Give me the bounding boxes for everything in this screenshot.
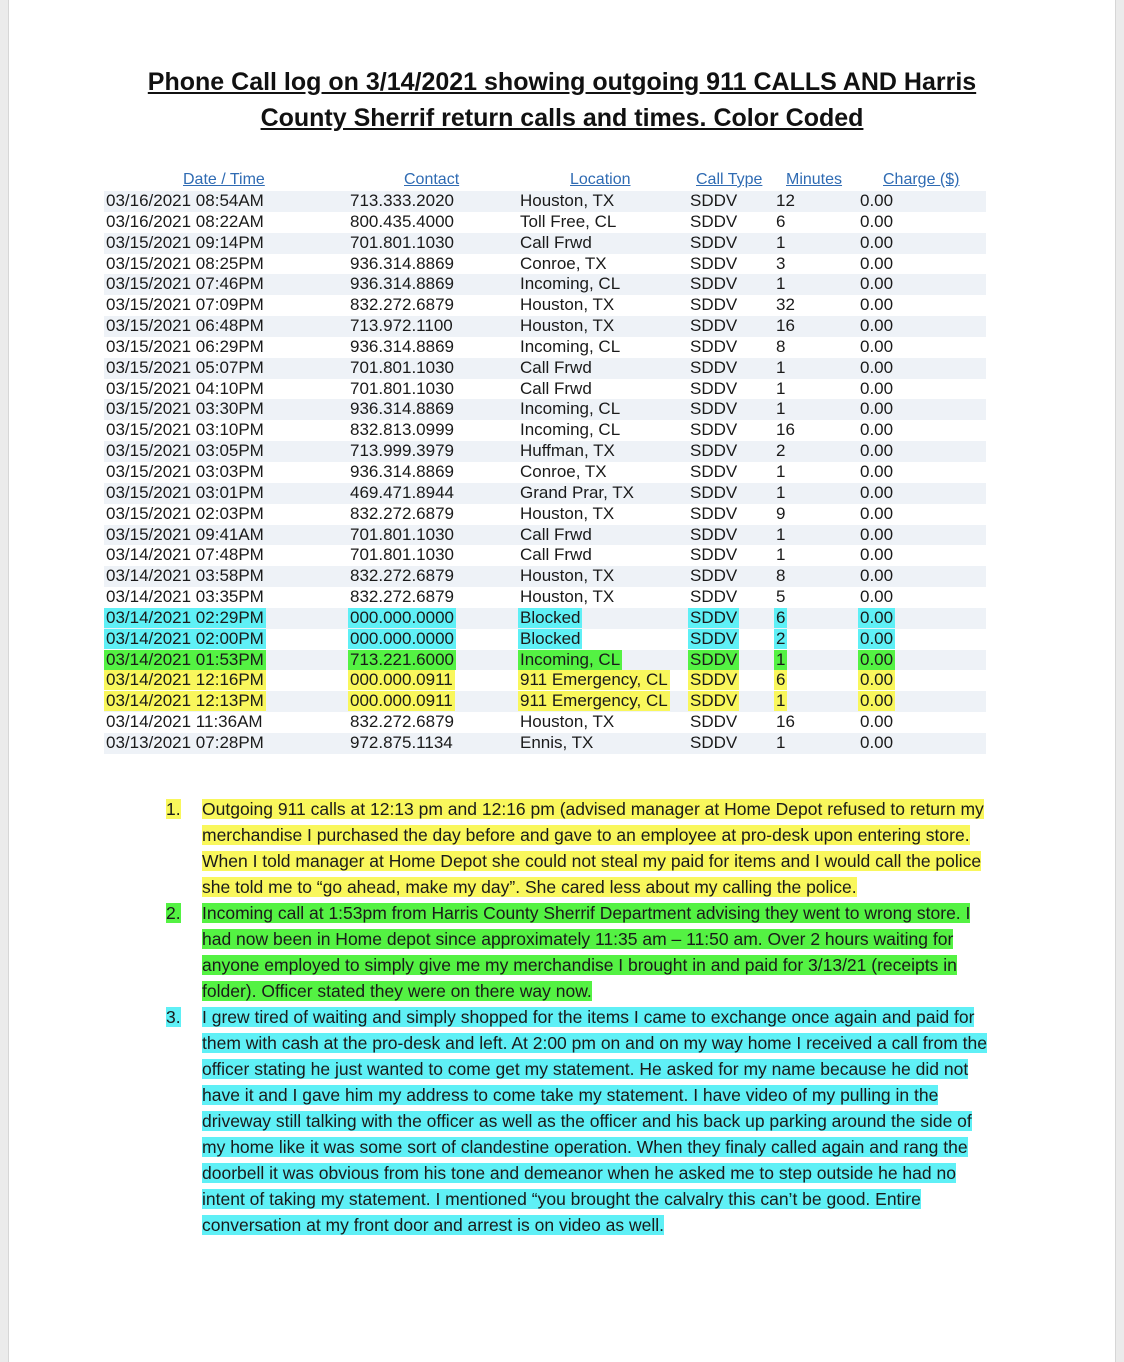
- cell-location: Incoming, CL: [520, 274, 621, 294]
- cell-date: 03/15/2021 07:46PM: [106, 274, 264, 294]
- cell-date: 03/15/2021 08:25PM: [106, 253, 264, 273]
- cell-charge: 0.00: [860, 628, 894, 648]
- cell-call-type: SDDV: [690, 607, 738, 627]
- cell-minutes: 16: [776, 712, 795, 732]
- cell-charge: 0.00: [860, 378, 894, 398]
- cell-charge: 0.00: [860, 420, 894, 440]
- cell-charge: 0.00: [860, 691, 894, 711]
- cell-charge: 0.00: [860, 649, 894, 669]
- table-row: [104, 295, 986, 316]
- table-row: [104, 712, 986, 733]
- cell-call-type: SDDV: [690, 441, 738, 461]
- table-row: [104, 670, 986, 691]
- cell-date: 03/15/2021 04:10PM: [106, 378, 264, 398]
- cell-location: Call Frwd: [520, 232, 592, 252]
- title-line-1: Phone Call log on 3/14/2021 showing outgoing 911 CALLS AND Harris: [147, 68, 977, 96]
- cell-call-type: SDDV: [690, 628, 738, 648]
- cell-charge: 0.00: [860, 607, 894, 627]
- cell-call-type: SDDV: [690, 545, 738, 565]
- cell-date: 03/14/2021 12:13PM: [106, 691, 264, 711]
- cell-charge: 0.00: [860, 670, 894, 690]
- cell-location: Blocked: [520, 628, 581, 648]
- cell-date: 03/14/2021 12:16PM: [106, 670, 264, 690]
- cell-minutes: 1: [776, 545, 786, 565]
- note-item: [166, 1004, 996, 1238]
- cell-minutes: 1: [776, 524, 786, 544]
- cell-minutes: 2: [776, 441, 786, 461]
- cell-location: Call Frwd: [520, 545, 592, 565]
- cell-minutes: 12: [776, 191, 795, 210]
- cell-call-type: SDDV: [690, 253, 738, 273]
- table-row: [104, 316, 986, 337]
- cell-location: Toll Free, CL: [520, 211, 617, 231]
- cell-location: Call Frwd: [520, 378, 592, 398]
- cell-location: 911 Emergency, CL: [520, 670, 668, 690]
- cell-date: 03/15/2021 03:30PM: [106, 399, 264, 419]
- cell-call-type: SDDV: [690, 357, 738, 377]
- notes-list: [166, 796, 996, 1238]
- note-text: I grew tired of waiting and simply shopped for the items I came to exchange once again and paid for them with cash at the pro-desk and left. At 2:00 pm on and on my way home I received a call from the officer stating he just wanted to come get my statement. He asked for my name because he did not have it and I gave him my address to come take my statement. I have video of my pulling in the driveway still talking with the officer as well as the officer and his back up parking around the side of my home like it was some sort of clandestine operation. When they finaly called again and rang the doorbell it was obvious from his tone and demeanor when he asked me to step outside he had no intent of taking my statement. I mentioned “you brought the calvalry this can’t be good. Entire conversation at my front door and arrest is on video as well.: [202, 1007, 987, 1235]
- table-row: [104, 254, 986, 275]
- cell-location: Huffman, TX: [520, 441, 615, 461]
- cell-location: Grand Prar, TX: [520, 482, 635, 502]
- cell-minutes: 2: [776, 628, 786, 648]
- cell-location: Houston, TX: [520, 316, 615, 336]
- cell-date: 03/14/2021 03:58PM: [106, 566, 264, 586]
- cell-contact: 936.314.8869: [350, 253, 454, 273]
- cell-contact: 936.314.8869: [350, 336, 454, 356]
- table-row: [104, 566, 986, 587]
- cell-date: 03/14/2021 02:00PM: [106, 628, 264, 648]
- cell-charge: 0.00: [860, 336, 894, 356]
- table-row: [104, 212, 986, 233]
- cell-charge: 0.00: [860, 712, 894, 732]
- cell-minutes: 32: [776, 295, 795, 315]
- table-row: [104, 399, 986, 420]
- cell-location: Call Frwd: [520, 524, 592, 544]
- cell-contact: 713.333.2020: [350, 191, 454, 210]
- cell-contact: 936.314.8869: [350, 274, 454, 294]
- cell-charge: 0.00: [860, 732, 894, 752]
- cell-contact: 936.314.8869: [350, 461, 454, 481]
- cell-charge: 0.00: [860, 503, 894, 523]
- cell-location: Conroe, TX: [520, 461, 607, 481]
- cell-date: 03/15/2021 06:48PM: [106, 316, 264, 336]
- cell-date: 03/15/2021 03:05PM: [106, 441, 264, 461]
- cell-contact: 800.435.4000: [350, 211, 454, 231]
- cell-charge: 0.00: [860, 441, 894, 461]
- cell-minutes: 1: [776, 691, 786, 711]
- cell-call-type: SDDV: [690, 378, 738, 398]
- cell-minutes: 1: [776, 461, 786, 481]
- table-row: [104, 441, 986, 462]
- cell-date: 03/15/2021 03:10PM: [106, 420, 264, 440]
- cell-contact: 000.000.0000: [350, 628, 454, 648]
- cell-location: Incoming, CL: [520, 336, 621, 356]
- cell-charge: 0.00: [860, 274, 894, 294]
- cell-contact: 000.000.0911: [350, 670, 453, 690]
- note-item: [166, 900, 996, 1004]
- cell-minutes: 5: [776, 587, 786, 607]
- table-row: [104, 525, 986, 546]
- cell-location: Blocked: [520, 607, 581, 627]
- cell-contact: 701.801.1030: [350, 232, 454, 252]
- note-item: [166, 796, 996, 900]
- cell-location: Houston, TX: [520, 295, 615, 315]
- cell-contact: 832.272.6879: [350, 295, 454, 315]
- cell-date: 03/15/2021 09:41AM: [106, 524, 264, 544]
- cell-location: Ennis, TX: [520, 732, 594, 752]
- cell-minutes: 16: [776, 420, 795, 440]
- cell-date: 03/14/2021 03:35PM: [106, 587, 264, 607]
- cell-minutes: 1: [776, 732, 786, 752]
- cell-charge: 0.00: [860, 524, 894, 544]
- cell-minutes: 6: [776, 670, 786, 690]
- note-text: Incoming call at 1:53pm from Harris County Sherrif Department advising they went to wrong store. I had now been in Home depot since approximately 11:35 am – 11:50 am. Over 2 hours waiting for anyone employed to simply give me my merchandise I brought in and paid for 3/13/21 (receipts in folder). Officer stated they were on there way now.: [202, 903, 971, 1001]
- table-row: [104, 379, 986, 400]
- cell-charge: 0.00: [860, 232, 894, 252]
- cell-call-type: SDDV: [690, 691, 738, 711]
- table-row: [104, 629, 986, 650]
- cell-call-type: SDDV: [690, 211, 738, 231]
- header-location: Location: [570, 171, 631, 188]
- table-header: [104, 170, 986, 191]
- cell-charge: 0.00: [860, 191, 894, 210]
- cell-contact: 832.813.0999: [350, 420, 454, 440]
- cell-call-type: SDDV: [690, 399, 738, 419]
- table-row: [104, 358, 986, 379]
- cell-contact: 832.272.6879: [350, 712, 454, 732]
- cell-minutes: 8: [776, 336, 786, 356]
- cell-minutes: 6: [776, 211, 786, 231]
- cell-minutes: 1: [776, 232, 786, 252]
- cell-minutes: 8: [776, 566, 786, 586]
- cell-charge: 0.00: [860, 211, 894, 231]
- cell-minutes: 16: [776, 316, 795, 336]
- cell-location: Houston, TX: [520, 503, 615, 523]
- cell-minutes: 1: [776, 274, 786, 294]
- cell-date: 03/13/2021 07:28PM: [106, 732, 264, 752]
- table-row: [104, 608, 986, 629]
- cell-contact: 713.221.6000: [350, 649, 454, 669]
- note-number: 1.: [166, 799, 181, 819]
- cell-minutes: 1: [776, 649, 786, 669]
- table-row: [104, 691, 986, 712]
- cell-contact: 701.801.1030: [350, 524, 454, 544]
- cell-call-type: SDDV: [690, 274, 738, 294]
- header-date-time: Date / Time: [183, 171, 265, 188]
- cell-date: 03/15/2021 07:09PM: [106, 295, 264, 315]
- cell-minutes: 1: [776, 482, 786, 502]
- header-charge: Charge ($): [883, 171, 960, 188]
- cell-charge: 0.00: [860, 461, 894, 481]
- cell-date: 03/15/2021 06:29PM: [106, 336, 264, 356]
- cell-location: Incoming, CL: [520, 399, 621, 419]
- cell-contact: 713.999.3979: [350, 441, 454, 461]
- cell-location: 911 Emergency, CL: [520, 691, 668, 711]
- cell-minutes: 9: [776, 503, 786, 523]
- cell-call-type: SDDV: [690, 712, 738, 732]
- cell-call-type: SDDV: [690, 482, 738, 502]
- table-row: [104, 462, 986, 483]
- cell-contact: 701.801.1030: [350, 545, 454, 565]
- cell-call-type: SDDV: [690, 524, 738, 544]
- cell-contact: 972.875.1134: [350, 732, 453, 752]
- cell-charge: 0.00: [860, 482, 894, 502]
- cell-call-type: SDDV: [690, 316, 738, 336]
- cell-contact: 000.000.0911: [350, 691, 453, 711]
- cell-date: 03/16/2021 08:54AM: [106, 191, 264, 210]
- cell-date: 03/15/2021 02:03PM: [106, 503, 264, 523]
- cell-charge: 0.00: [860, 295, 894, 315]
- header-contact: Contact: [404, 171, 460, 188]
- cell-call-type: SDDV: [690, 232, 738, 252]
- cell-contact: 701.801.1030: [350, 357, 454, 377]
- cell-minutes: 1: [776, 378, 786, 398]
- cell-location: Houston, TX: [520, 712, 615, 732]
- header-minutes: Minutes: [786, 171, 843, 188]
- cell-location: Call Frwd: [520, 357, 592, 377]
- cell-charge: 0.00: [860, 545, 894, 565]
- cell-call-type: SDDV: [690, 503, 738, 523]
- cell-charge: 0.00: [860, 566, 894, 586]
- cell-contact: 469.471.8944: [350, 482, 454, 502]
- table-row: [104, 545, 986, 566]
- cell-call-type: SDDV: [690, 295, 738, 315]
- cell-minutes: 3: [776, 253, 786, 273]
- table-row: [104, 233, 986, 254]
- table-row: [104, 337, 986, 358]
- cell-charge: 0.00: [860, 399, 894, 419]
- cell-date: 03/14/2021 07:48PM: [106, 545, 264, 565]
- cell-call-type: SDDV: [690, 670, 738, 690]
- cell-date: 03/15/2021 03:01PM: [106, 482, 264, 502]
- cell-call-type: SDDV: [690, 566, 738, 586]
- cell-contact: 000.000.0000: [350, 607, 454, 627]
- cell-contact: 701.801.1030: [350, 378, 454, 398]
- cell-location: Houston, TX: [520, 587, 615, 607]
- cell-date: 03/15/2021 05:07PM: [106, 357, 264, 377]
- cell-call-type: SDDV: [690, 336, 738, 356]
- cell-date: 03/15/2021 09:14PM: [106, 232, 264, 252]
- table-body: [104, 191, 986, 754]
- cell-date: 03/15/2021 03:03PM: [106, 461, 264, 481]
- note-text: Outgoing 911 calls at 12:13 pm and 12:16 pm (advised manager at Home Depot refused to return my merchandise I purchased the day before and gave to an employee at pro-desk upon entering store. When I told manager at Home Depot she could not steal my paid for items and I would call the police she told me to “go ahead, make my day”. She cared less about my calling the police.: [202, 799, 984, 897]
- cell-location: Incoming, CL: [520, 649, 621, 669]
- table-row: [104, 483, 986, 504]
- table-row: [104, 504, 986, 525]
- cell-location: Houston, TX: [520, 566, 615, 586]
- call-log-table: [104, 170, 986, 754]
- cell-call-type: SDDV: [690, 649, 738, 669]
- cell-charge: 0.00: [860, 587, 894, 607]
- table-row: [104, 274, 986, 295]
- cell-contact: 713.972.1100: [350, 316, 453, 336]
- note-number: 2.: [166, 903, 181, 923]
- cell-call-type: SDDV: [690, 461, 738, 481]
- cell-minutes: 1: [776, 399, 786, 419]
- cell-contact: 832.272.6879: [350, 503, 454, 523]
- cell-charge: 0.00: [860, 253, 894, 273]
- cell-location: Conroe, TX: [520, 253, 607, 273]
- cell-minutes: 6: [776, 607, 786, 627]
- cell-contact: 832.272.6879: [350, 587, 454, 607]
- table-row: [104, 420, 986, 441]
- cell-contact: 936.314.8869: [350, 399, 454, 419]
- cell-date: 03/14/2021 01:53PM: [106, 649, 264, 669]
- cell-date: 03/16/2021 08:22AM: [106, 211, 264, 231]
- cell-call-type: SDDV: [690, 420, 738, 440]
- title-line-2: County Sherrif return calls and times. Color Coded: [260, 104, 864, 132]
- table-row: [104, 587, 986, 608]
- header-call-type: Call Type: [696, 171, 763, 188]
- cell-minutes: 1: [776, 357, 786, 377]
- page-title: [0, 64, 1124, 136]
- cell-contact: 832.272.6879: [350, 566, 454, 586]
- cell-date: 03/14/2021 11:36AM: [106, 712, 263, 732]
- cell-date: 03/14/2021 02:29PM: [106, 607, 264, 627]
- table-row: [104, 650, 986, 671]
- table-row: [104, 191, 986, 212]
- cell-call-type: SDDV: [690, 587, 738, 607]
- cell-charge: 0.00: [860, 316, 894, 336]
- cell-call-type: SDDV: [690, 191, 738, 210]
- table-row: [104, 733, 986, 754]
- cell-call-type: SDDV: [690, 732, 738, 752]
- cell-charge: 0.00: [860, 357, 894, 377]
- note-number: 3.: [166, 1007, 181, 1027]
- cell-location: Houston, TX: [520, 191, 615, 210]
- cell-location: Incoming, CL: [520, 420, 621, 440]
